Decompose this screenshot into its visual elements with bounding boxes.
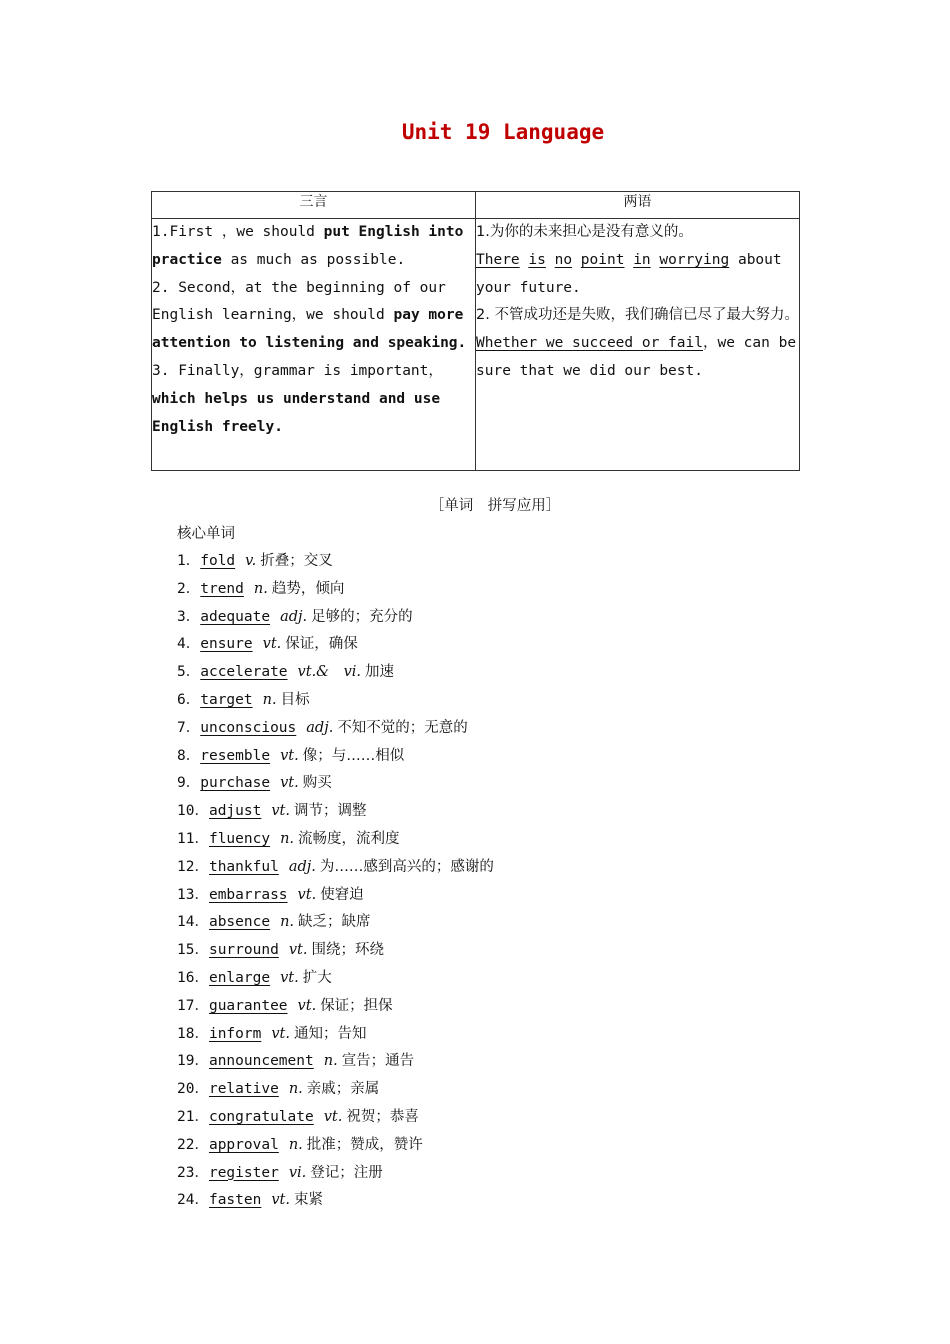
vocab-meaning: 流畅度，流利度 xyxy=(298,830,400,847)
vocab-meaning: 目标 xyxy=(280,691,310,708)
vocab-word: trend xyxy=(200,580,244,597)
vocab-item xyxy=(177,548,494,576)
vocab-word: target xyxy=(200,691,253,708)
vocab-word: unconscious xyxy=(200,719,297,736)
vocab-item xyxy=(177,882,494,910)
vocab-word: guarantee xyxy=(208,997,288,1014)
vocab-meaning: 保证；担保 xyxy=(320,997,393,1014)
part-of-speech: n. xyxy=(262,691,277,708)
vocab-meaning: 购买 xyxy=(302,775,332,792)
vocab-item xyxy=(177,1021,494,1049)
vocab-number: 17． xyxy=(177,997,209,1014)
part-of-speech: vt. xyxy=(288,942,308,959)
vocab-item xyxy=(177,715,494,743)
vocab-word: congratulate xyxy=(208,1108,314,1125)
vocab-meaning: 扩大 xyxy=(302,969,332,986)
vocab-list xyxy=(177,548,494,1215)
part-of-speech: vt. xyxy=(271,1025,290,1042)
vocab-number: 24． xyxy=(177,1192,209,1209)
part-of-speech: vt. xyxy=(271,1192,290,1209)
part-of-speech: vt.& vi. xyxy=(297,664,362,681)
vocab-item xyxy=(177,1187,494,1215)
part-of-speech: vt. xyxy=(323,1108,343,1125)
vocab-meaning: 保证，确保 xyxy=(285,636,358,653)
vocab-word: adequate xyxy=(200,608,271,625)
underlined-word: There xyxy=(476,251,520,268)
vocab-item xyxy=(177,1048,494,1076)
vocab-word: embarrass xyxy=(208,886,288,903)
part-of-speech: n. xyxy=(288,1136,303,1153)
sentence-text: 3. Finally，grammar is important， xyxy=(152,362,443,379)
vocab-number: 23． xyxy=(177,1164,209,1181)
vocab-meaning: 亲戚；亲属 xyxy=(306,1081,380,1098)
vocab-number: 5． xyxy=(177,664,201,681)
sentence-text: as much as possible. xyxy=(221,251,406,268)
vocab-item xyxy=(177,909,494,937)
vocab-item xyxy=(177,826,494,854)
english-sentence-2 xyxy=(476,330,799,386)
vocab-number: 11． xyxy=(177,830,209,847)
chinese-sentence-2: 2. 不管成功还是失败，我们确信已尽了最大努力。 xyxy=(476,307,799,324)
section-title: ［单词 拼写应用］ xyxy=(429,498,561,514)
vocab-item xyxy=(177,604,494,632)
vocab-item xyxy=(177,1076,494,1104)
underlined-word: worrying xyxy=(659,251,730,268)
vocab-number: 18． xyxy=(177,1025,209,1042)
vocab-number: 1． xyxy=(177,553,201,569)
comparison-table xyxy=(151,191,800,471)
underlined-word: no xyxy=(554,251,573,268)
part-of-speech: vt. xyxy=(271,803,290,820)
vocab-item xyxy=(177,798,494,826)
sentence-1 xyxy=(152,219,475,275)
part-of-speech: vt. xyxy=(262,636,282,653)
part-of-speech: vt. xyxy=(280,747,299,764)
part-of-speech: vt. xyxy=(297,886,317,903)
vocab-item xyxy=(177,1160,494,1188)
vocab-number: 22． xyxy=(177,1136,209,1153)
vocab-word: fold xyxy=(200,553,236,569)
vocab-word: enlarge xyxy=(208,969,271,986)
vocab-meaning: 使窘迫 xyxy=(320,886,364,903)
vocab-number: 6． xyxy=(177,691,201,708)
vocab-item xyxy=(177,687,494,715)
part-of-speech: n. xyxy=(280,830,295,847)
vocab-number: 13． xyxy=(177,886,209,903)
header-liangyu: 两语 xyxy=(476,192,800,219)
vocab-meaning: 通知；告知 xyxy=(294,1025,367,1042)
sentence-3 xyxy=(152,358,475,441)
page-title: Unit 19 Language xyxy=(401,120,605,144)
sentence-2 xyxy=(152,275,475,358)
vocab-item xyxy=(177,576,494,604)
left-cell xyxy=(152,219,476,471)
vocab-number: 16． xyxy=(177,969,209,986)
vocab-meaning: 围绕；环绕 xyxy=(311,942,384,959)
part-of-speech: n. xyxy=(323,1053,338,1070)
underlined-word: is xyxy=(528,251,546,268)
subsection-heading: 核心单词 xyxy=(177,526,235,542)
vocab-word: fluency xyxy=(208,830,271,847)
underlined-phrase: Whether we succeed or fail xyxy=(476,335,703,352)
vocab-item xyxy=(177,854,494,882)
vocab-meaning: 祝贺；恭喜 xyxy=(346,1108,419,1125)
sentence-text: 2. Second，at the beginning of our English learning，we should xyxy=(152,279,446,324)
vocab-meaning: 足够的；充分的 xyxy=(311,608,413,625)
vocab-word: announcement xyxy=(208,1053,314,1070)
part-of-speech: vt. xyxy=(280,969,299,986)
vocab-number: 7． xyxy=(177,719,201,736)
vocab-item xyxy=(177,743,494,771)
vocab-item xyxy=(177,937,494,965)
part-of-speech: vt. xyxy=(297,997,317,1014)
right-cell xyxy=(476,219,800,471)
vocab-number: 15． xyxy=(177,942,209,959)
vocab-number: 3． xyxy=(177,608,201,625)
vocab-item xyxy=(177,993,494,1021)
part-of-speech: n. xyxy=(288,1081,303,1098)
vocab-word: inform xyxy=(208,1025,262,1042)
vocab-number: 12． xyxy=(177,858,209,875)
vocab-item xyxy=(177,965,494,993)
vocab-number: 4． xyxy=(177,636,201,653)
vocab-number: 19． xyxy=(177,1053,209,1070)
vocab-number: 14． xyxy=(177,914,209,931)
bold-phrase: which helps us understand and use English freely. xyxy=(152,390,441,435)
vocab-item xyxy=(177,770,494,798)
part-of-speech: n. xyxy=(280,914,295,931)
vocab-word: absence xyxy=(208,914,271,931)
underlined-word: point xyxy=(580,251,625,268)
vocab-word: adjust xyxy=(208,803,262,820)
bold-phrase: put English into practice xyxy=(152,224,464,268)
vocab-number: 21． xyxy=(177,1108,209,1125)
vocab-item xyxy=(177,631,494,659)
vocab-word: surround xyxy=(208,942,279,959)
vocab-meaning: 趋势，倾向 xyxy=(271,580,345,597)
vocab-number: 2． xyxy=(177,580,201,597)
vocab-word: ensure xyxy=(200,636,253,653)
part-of-speech: vt. xyxy=(280,775,299,792)
vocab-word: thankful xyxy=(208,858,279,875)
sentence-text: ，we can be sure that we did our best. xyxy=(476,335,797,379)
underlined-word: in xyxy=(633,251,651,268)
vocab-number: 8． xyxy=(177,747,201,764)
bold-phrase: pay more attention to listening and speaking. xyxy=(152,307,467,352)
part-of-speech: adj. xyxy=(288,858,316,875)
vocab-word: resemble xyxy=(200,747,271,764)
vocab-word: purchase xyxy=(200,775,271,792)
sentence-text: 1.First ，we should xyxy=(152,224,324,240)
english-sentence-1 xyxy=(476,247,799,303)
vocab-word: register xyxy=(208,1164,279,1181)
vocab-meaning: 不知不觉的；无意的 xyxy=(337,719,468,736)
vocab-number: 20． xyxy=(177,1081,209,1098)
part-of-speech: adj. xyxy=(306,719,334,736)
chinese-sentence-1: 1.为你的未来担心是没有意义的。 xyxy=(476,224,693,240)
vocab-word: fasten xyxy=(208,1192,262,1209)
part-of-speech: adj. xyxy=(280,608,308,625)
vocab-meaning: 登记；注册 xyxy=(310,1164,383,1181)
sentence-text: about your future. xyxy=(476,251,782,296)
vocab-meaning: 宣告；通告 xyxy=(341,1053,415,1070)
vocab-item xyxy=(177,659,494,687)
vocab-meaning: 束紧 xyxy=(294,1192,323,1209)
vocab-meaning: 像；与……相似 xyxy=(302,747,405,764)
vocab-meaning: 调节；调整 xyxy=(294,803,367,820)
part-of-speech: v. xyxy=(245,553,257,569)
vocab-word: relative xyxy=(208,1081,279,1098)
vocab-number: 10． xyxy=(177,803,209,820)
header-sanyan: 三言 xyxy=(152,192,476,219)
vocab-word: accelerate xyxy=(200,664,288,681)
vocab-word: approval xyxy=(208,1136,279,1153)
vocab-number: 9． xyxy=(177,775,201,792)
table-body-row xyxy=(152,219,800,471)
vocab-meaning: 为……感到高兴的；感谢的 xyxy=(319,858,494,875)
vocab-item xyxy=(177,1132,494,1160)
vocab-meaning: 批准；赞成，赞许 xyxy=(306,1136,423,1153)
part-of-speech: vi. xyxy=(288,1164,307,1181)
vocab-meaning: 缺乏；缺席 xyxy=(298,914,371,931)
vocab-meaning: 加速 xyxy=(365,664,395,681)
part-of-speech: n. xyxy=(253,580,268,597)
vocab-meaning: 折叠；交叉 xyxy=(260,553,333,569)
table-header-row xyxy=(152,192,800,219)
vocab-item xyxy=(177,1104,494,1132)
